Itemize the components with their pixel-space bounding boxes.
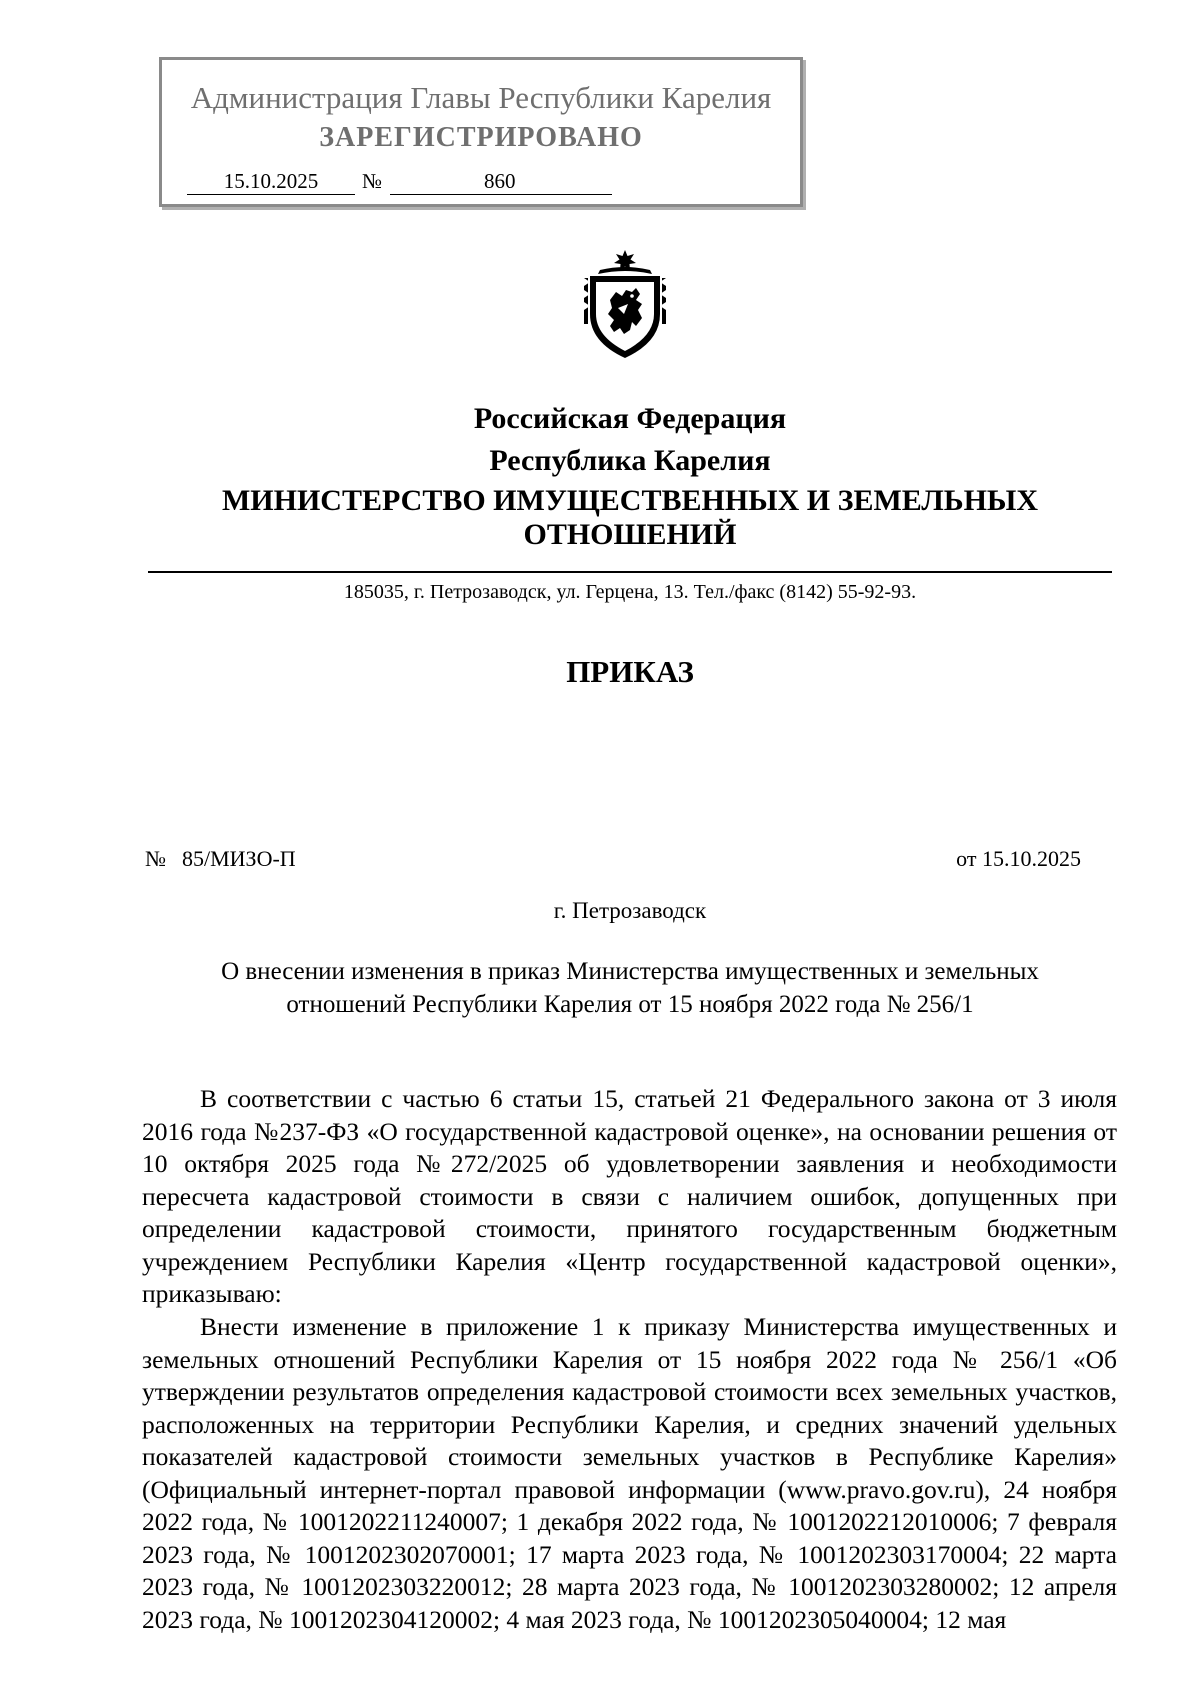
body-section-1 bbox=[142, 1083, 1117, 1311]
ministry-address: 185035, г. Петрозаводск, ул. Герцена, 13. Тел./факс (8142) 55-92-93. bbox=[343, 581, 917, 603]
document-number-sign: № bbox=[145, 846, 166, 871]
stamp-date: 15.10.2025 bbox=[187, 169, 355, 195]
stamp-number-sign: № bbox=[362, 169, 383, 193]
subject-line-1: О внесении изменения в приказ Министерства имущественных и земельных bbox=[221, 958, 1039, 985]
document-city: г. Петрозаводск bbox=[553, 898, 707, 923]
document-number-value: 85/МИЗО-П bbox=[182, 846, 296, 871]
registration-stamp bbox=[159, 57, 803, 207]
header-country: Российская Федерация bbox=[473, 402, 787, 435]
document-type: ПРИКАЗ bbox=[566, 654, 694, 689]
header-ministry-line2: ОТНОШЕНИЙ bbox=[523, 518, 737, 551]
body-paragraph-2: Внести изменение в приложение 1 к приказу Министерства имущественных и земельных отношений Республики Карелия от 15 ноября 2022 года № 256/1 «Об утверждении результатов определения кадастровой стоимости всех земельных участков, расположенных на территории Республики Карелия, и средних значений удельных показателей кадастровой стоимости земельных участков в Республике Карелия» (Официальный интернет-портал правовой информации (www.pravo.gov.ru), 24 ноября 2022 года, № 1001202211240007; 1 декабря 2022 года, № 1001202212010006; 7 февраля 2023 года, № 1001202302070001; 17 марта 2023 года, № 1001202303170004; 22 марта 2023 года, № 1001202303220012; 28 марта 2023 года, № 1001202303280002; 12 апреля 2023 года, № 1001202304120002; 4 мая 2023 года, № 1001202305040004; 12 мая bbox=[142, 1312, 1117, 1634]
stamp-number-value: 860 bbox=[484, 169, 516, 193]
document-number bbox=[145, 845, 296, 873]
body-section-2 bbox=[142, 1311, 1117, 1636]
stamp-status: ЗАРЕГИСТРИРОВАНО bbox=[319, 122, 643, 153]
header-region: Республика Карелия bbox=[489, 444, 771, 477]
header-divider bbox=[148, 571, 1112, 573]
header-ministry-line1: МИНИСТЕРСТВО ИМУЩЕСТВЕННЫХ И ЗЕМЕЛЬНЫХ bbox=[221, 484, 1039, 517]
body-paragraph-1: В соответствии с частью 6 статьи 15, статьей 21 Федерального закона от 3 июля 2016 года №237-ФЗ «О государственной кадастровой оценке», на основании решения от 10 октября 2025 года №272/2025 об удовлетворении заявления и необходимости пересчета кадастровой стоимости в связи с наличием ошибок, допущенных при определении кадастровой стоимости, принятого государственным бюджетным учреждением Республики Карелия «Центр государственной кадастровой оценки», приказываю: bbox=[142, 1084, 1117, 1308]
stamp-organization: Администрация Главы Республики Карелия bbox=[190, 80, 772, 115]
karelia-coat-of-arms-icon bbox=[580, 248, 670, 362]
document-subject bbox=[160, 955, 1100, 1021]
stamp-number bbox=[390, 169, 612, 195]
document-date: от 15.10.2025 bbox=[956, 846, 1081, 871]
subject-line-2: отношений Республики Карелия от 15 ноября 2022 года № 256/1 bbox=[286, 991, 974, 1018]
